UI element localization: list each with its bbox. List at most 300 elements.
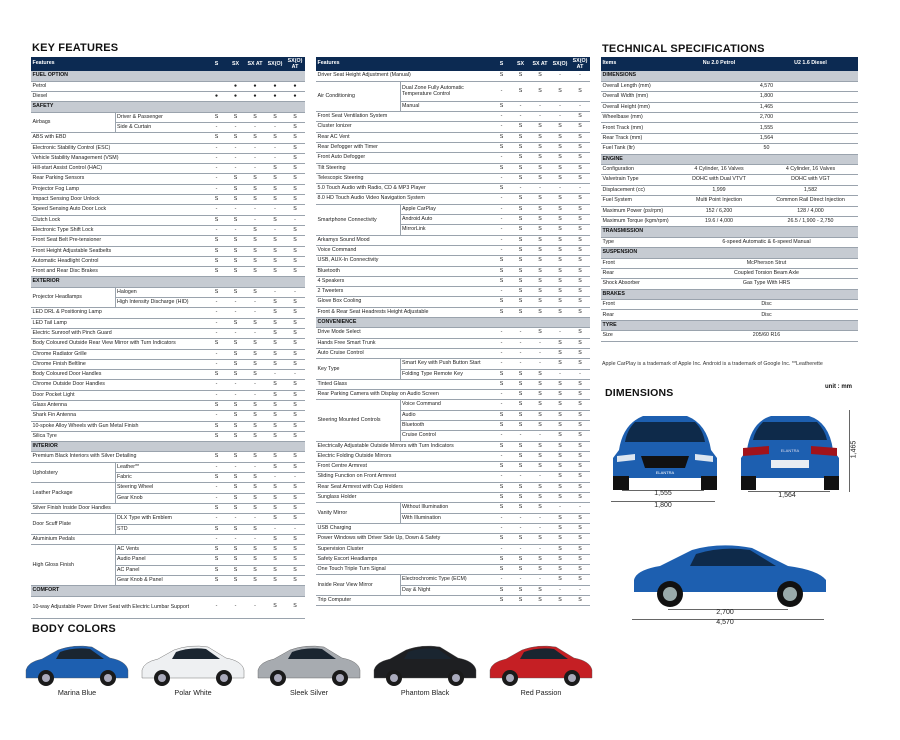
tech-row bbox=[601, 258, 858, 268]
feature-row bbox=[31, 462, 305, 472]
feature-value: S bbox=[285, 225, 305, 235]
feature-value: S bbox=[207, 267, 226, 277]
feature-value: - bbox=[492, 173, 511, 183]
feature-value: S bbox=[265, 246, 285, 256]
feature-row bbox=[316, 184, 590, 194]
feature-value: - bbox=[530, 338, 550, 348]
feature-label: Electric Folding Outside Mirrors bbox=[316, 451, 492, 461]
feature-value: S bbox=[530, 369, 550, 379]
feature-value: - bbox=[492, 235, 511, 245]
feature-value: - bbox=[245, 215, 265, 225]
feature-value: ● bbox=[265, 81, 285, 91]
feature-value: S bbox=[265, 565, 285, 575]
feature-value: S bbox=[245, 133, 265, 143]
feature-row bbox=[31, 596, 305, 618]
tech-item-label: Fuel System bbox=[601, 196, 675, 206]
feature-row bbox=[316, 204, 590, 214]
feature-value: - bbox=[550, 585, 570, 595]
feature-value: S bbox=[492, 596, 511, 606]
feature-value: S bbox=[245, 483, 265, 493]
feature-value: S bbox=[550, 215, 570, 225]
feature-value: S bbox=[245, 411, 265, 421]
unit-label: unit : mm bbox=[825, 384, 852, 390]
tech-value-diesel: Common Rail Direct Injection bbox=[763, 196, 858, 206]
tech-value: 1,564 bbox=[675, 133, 858, 143]
feature-label: Electric Sunroof with Pinch Guard bbox=[31, 328, 207, 338]
feature-value: S bbox=[265, 380, 285, 390]
feature-value: - bbox=[550, 184, 570, 194]
feature-value: S bbox=[492, 163, 511, 173]
feature-label: Front Auto Defogger bbox=[316, 153, 492, 163]
tech-item-label: Maximum Torque (kgm/rpm) bbox=[601, 216, 675, 226]
feature-value: S bbox=[550, 225, 570, 235]
feature-value: S bbox=[207, 565, 226, 575]
feature-row bbox=[31, 421, 305, 431]
feature-value: S bbox=[226, 411, 245, 421]
feature-value: S bbox=[226, 401, 245, 411]
feature-value: S bbox=[285, 328, 305, 338]
feature-value: S bbox=[245, 524, 265, 534]
feature-value: S bbox=[511, 122, 530, 132]
feature-value: S bbox=[245, 267, 265, 277]
feature-value: S bbox=[265, 195, 285, 205]
feature-value: S bbox=[570, 410, 590, 420]
feature-value: - bbox=[492, 544, 511, 554]
feature-row bbox=[316, 482, 590, 492]
feature-row bbox=[316, 276, 590, 286]
feature-value: S bbox=[245, 370, 265, 380]
header-engine: Nu 2.0 Petrol bbox=[675, 57, 763, 71]
feature-value: S bbox=[550, 276, 570, 286]
feature-value: S bbox=[511, 266, 530, 276]
tech-item-label: Type bbox=[601, 237, 675, 247]
feature-value: S bbox=[207, 503, 226, 513]
car-side-view bbox=[630, 540, 830, 610]
feature-value: - bbox=[207, 390, 226, 400]
feature-sub-label: With Illumination bbox=[400, 513, 492, 523]
feature-sub-label: Cruise Control bbox=[400, 431, 492, 441]
feature-value: S bbox=[550, 235, 570, 245]
feature-value: S bbox=[285, 596, 305, 618]
feature-value: - bbox=[492, 451, 511, 461]
tech-value: Coupled Torsion Beam Axle bbox=[675, 268, 858, 278]
feature-value: S bbox=[265, 308, 285, 318]
feature-row bbox=[31, 184, 305, 194]
feature-value: S bbox=[226, 215, 245, 225]
feature-value: S bbox=[570, 421, 590, 431]
feature-row bbox=[316, 472, 590, 482]
tech-row bbox=[601, 92, 858, 102]
feature-value: - bbox=[570, 184, 590, 194]
table-header-row bbox=[316, 57, 590, 71]
feature-value: S bbox=[511, 194, 530, 204]
feature-value: - bbox=[207, 184, 226, 194]
feature-value: S bbox=[570, 153, 590, 163]
header-variant: SX AT bbox=[245, 57, 265, 71]
feature-value: - bbox=[492, 215, 511, 225]
tech-value-petrol: 152 / 6,200 bbox=[675, 206, 763, 216]
feature-value: S bbox=[530, 400, 550, 410]
feature-value: S bbox=[570, 81, 590, 101]
feature-value: - bbox=[207, 483, 226, 493]
feature-value: - bbox=[530, 112, 550, 122]
feature-value: S bbox=[550, 554, 570, 564]
feature-sub-label: Without Illumination bbox=[400, 503, 492, 513]
feature-row bbox=[316, 379, 590, 389]
feature-sub-label: AC Panel bbox=[115, 565, 207, 575]
feature-value: S bbox=[570, 554, 590, 564]
feature-row bbox=[316, 266, 590, 276]
feature-value: - bbox=[570, 71, 590, 81]
feature-value: S bbox=[511, 565, 530, 575]
feature-sub-label: AC Vents bbox=[115, 545, 207, 555]
tech-row bbox=[601, 196, 858, 206]
feature-label: USB, AUX-In Connectivity bbox=[316, 256, 492, 266]
tech-value: 205/60 R16 bbox=[675, 331, 858, 341]
feature-value: S bbox=[511, 585, 530, 595]
feature-value: S bbox=[226, 184, 245, 194]
feature-label: LED DRL & Positioning Lamp bbox=[31, 308, 207, 318]
feature-row bbox=[31, 349, 305, 359]
section-label: FUEL OPTION bbox=[31, 71, 305, 81]
feature-sub-label: DLX Type with Emblem bbox=[115, 514, 207, 524]
feature-value: S bbox=[511, 451, 530, 461]
car-rear-view bbox=[735, 404, 845, 492]
feature-value: S bbox=[550, 462, 570, 472]
tech-value-petrol: 4 Cylinder, 16 Valves bbox=[675, 165, 763, 175]
tech-value-diesel: 26.5 / 1,900 - 2,750 bbox=[763, 216, 858, 226]
feature-value: S bbox=[226, 370, 245, 380]
feature-value: S bbox=[245, 256, 265, 266]
feature-value: S bbox=[226, 555, 245, 565]
feature-group-label: High Gloss Finish bbox=[31, 545, 115, 586]
feature-row bbox=[316, 390, 590, 400]
feature-value: - bbox=[530, 101, 550, 111]
feature-value: S bbox=[511, 390, 530, 400]
feature-value: S bbox=[570, 534, 590, 544]
color-swatch-car bbox=[254, 640, 364, 688]
feature-value: - bbox=[265, 122, 285, 132]
feature-value: S bbox=[226, 287, 245, 297]
feature-value: S bbox=[511, 71, 530, 81]
feature-sub-label: Bluetooth bbox=[400, 421, 492, 431]
feature-value: S bbox=[265, 411, 285, 421]
feature-value: S bbox=[226, 452, 245, 462]
feature-value: S bbox=[265, 545, 285, 555]
feature-label: Petrol bbox=[31, 81, 207, 91]
feature-value: - bbox=[226, 205, 245, 215]
feature-label: Chrome Outside Door Handles bbox=[31, 380, 207, 390]
color-name: Sleek Silver bbox=[290, 688, 328, 697]
feature-value: - bbox=[550, 101, 570, 111]
feature-value: S bbox=[285, 174, 305, 184]
feature-value: S bbox=[226, 318, 245, 328]
feature-label: Front Seat Belt Pre-tensioner bbox=[31, 236, 207, 246]
feature-value: S bbox=[530, 379, 550, 389]
feature-value: S bbox=[550, 153, 570, 163]
feature-value: S bbox=[530, 235, 550, 245]
section-label: COMFORT bbox=[31, 586, 305, 596]
tech-row bbox=[601, 165, 858, 175]
feature-value: S bbox=[265, 452, 285, 462]
feature-value: S bbox=[511, 215, 530, 225]
feature-value: S bbox=[570, 472, 590, 482]
feature-value: - bbox=[530, 431, 550, 441]
tech-row bbox=[601, 206, 858, 216]
feature-value: - bbox=[245, 534, 265, 544]
rear-track-label: 1,564 bbox=[778, 492, 796, 499]
feature-value: S bbox=[245, 236, 265, 246]
tech-value: 1,465 bbox=[675, 102, 858, 112]
feature-sub-label: Electrochromic Type (ECM) bbox=[400, 575, 492, 585]
feature-value: S bbox=[245, 174, 265, 184]
feature-value: - bbox=[492, 359, 511, 369]
feature-value: S bbox=[570, 513, 590, 523]
feature-value: - bbox=[492, 245, 511, 255]
feature-label: Electrically Adjustable Outside Mirrors with Turn Indicators bbox=[316, 441, 492, 451]
feature-row bbox=[31, 153, 305, 163]
feature-value: S bbox=[492, 493, 511, 503]
feature-value: S bbox=[550, 173, 570, 183]
feature-label: One Touch Triple Turn Signal bbox=[316, 565, 492, 575]
tech-header-row bbox=[601, 57, 858, 71]
header-variant: SX AT bbox=[530, 57, 550, 71]
feature-value: S bbox=[530, 596, 550, 606]
feature-value: S bbox=[550, 297, 570, 307]
feature-label: Cluster Ionizer bbox=[316, 122, 492, 132]
feature-value: ● bbox=[265, 92, 285, 102]
feature-value: S bbox=[511, 421, 530, 431]
tech-row bbox=[601, 216, 858, 226]
height-label: 1,465 bbox=[850, 440, 858, 459]
feature-row bbox=[316, 544, 590, 554]
feature-row bbox=[31, 133, 305, 143]
feature-value: - bbox=[245, 328, 265, 338]
feature-row bbox=[31, 308, 305, 318]
feature-label: Driver Seat Height Adjustment (Manual) bbox=[316, 71, 492, 81]
feature-value: - bbox=[207, 493, 226, 503]
tech-row bbox=[601, 113, 858, 123]
feature-value: S bbox=[511, 503, 530, 513]
feature-value: - bbox=[207, 462, 226, 472]
feature-value: S bbox=[285, 565, 305, 575]
section-label: EXTERIOR bbox=[31, 277, 305, 287]
feature-value: S bbox=[245, 431, 265, 441]
feature-value: S bbox=[285, 184, 305, 194]
feature-row bbox=[316, 112, 590, 122]
tech-section-label: TYRE bbox=[601, 320, 858, 330]
feature-group-label: Vanity Mirror bbox=[316, 503, 400, 524]
tech-item-label: Overall Width (mm) bbox=[601, 92, 675, 102]
feature-value: S bbox=[265, 349, 285, 359]
feature-label: Sunglass Holder bbox=[316, 493, 492, 503]
feature-value: S bbox=[511, 235, 530, 245]
tech-section-row bbox=[601, 227, 858, 237]
feature-label: 4 Speakers bbox=[316, 276, 492, 286]
tech-value-diesel: 128 / 4,000 bbox=[763, 206, 858, 216]
feature-value: S bbox=[570, 359, 590, 369]
header-variant: S bbox=[207, 57, 226, 71]
feature-label: Chrome Radiator Grille bbox=[31, 349, 207, 359]
feature-value: S bbox=[530, 307, 550, 317]
feature-sub-label: Gear Knob & Panel bbox=[115, 576, 207, 586]
tech-section-row bbox=[601, 248, 858, 258]
feature-value: S bbox=[550, 256, 570, 266]
feature-value: S bbox=[207, 473, 226, 483]
feature-value: - bbox=[492, 472, 511, 482]
feature-value: S bbox=[511, 534, 530, 544]
feature-value: S bbox=[570, 596, 590, 606]
feature-value: - bbox=[207, 143, 226, 153]
feature-value: - bbox=[285, 287, 305, 297]
feature-label: Tilt Steering bbox=[316, 163, 492, 173]
feature-value: ● bbox=[245, 81, 265, 91]
feature-value: - bbox=[492, 225, 511, 235]
feature-label: Glass Antenna bbox=[31, 401, 207, 411]
feature-value: - bbox=[226, 462, 245, 472]
feature-label: Electronic Stability Control (ESC) bbox=[31, 143, 207, 153]
car-badge-front: ELANTRA bbox=[655, 470, 675, 475]
feature-value: - bbox=[530, 544, 550, 554]
feature-value: S bbox=[550, 421, 570, 431]
feature-value: S bbox=[492, 71, 511, 81]
key-features-title: KEY FEATURES bbox=[32, 42, 119, 54]
header-features: Features bbox=[31, 57, 207, 71]
feature-value: S bbox=[285, 411, 305, 421]
feature-value: - bbox=[530, 359, 550, 369]
feature-value: S bbox=[245, 421, 265, 431]
feature-value: S bbox=[570, 122, 590, 132]
feature-row bbox=[316, 565, 590, 575]
feature-value: S bbox=[245, 565, 265, 575]
feature-row bbox=[316, 328, 590, 338]
feature-label: Front Height Adjustable Seatbelts bbox=[31, 246, 207, 256]
feature-value: S bbox=[207, 195, 226, 205]
feature-value: - bbox=[265, 143, 285, 153]
feature-value: S bbox=[245, 555, 265, 565]
tech-item-label: Overall Length (mm) bbox=[601, 81, 675, 91]
feature-label: Front & Rear Seat Headrests Height Adjustable bbox=[316, 307, 492, 317]
feature-value: S bbox=[492, 266, 511, 276]
feature-value: - bbox=[511, 472, 530, 482]
feature-value: - bbox=[226, 298, 245, 308]
feature-value: S bbox=[550, 544, 570, 554]
feature-value: S bbox=[265, 318, 285, 328]
feature-value: S bbox=[570, 441, 590, 451]
feature-value: S bbox=[570, 451, 590, 461]
feature-value: S bbox=[285, 298, 305, 308]
feature-value: S bbox=[265, 576, 285, 586]
feature-value: S bbox=[265, 298, 285, 308]
feature-value: S bbox=[550, 513, 570, 523]
feature-value: - bbox=[511, 328, 530, 338]
header-variant: SX(O) AT bbox=[570, 57, 590, 71]
feature-value: S bbox=[550, 338, 570, 348]
feature-row bbox=[31, 545, 305, 555]
feature-value: S bbox=[226, 545, 245, 555]
feature-value: - bbox=[511, 112, 530, 122]
feature-value: - bbox=[511, 359, 530, 369]
feature-value: S bbox=[226, 112, 245, 122]
tech-row bbox=[601, 331, 858, 341]
feature-row bbox=[316, 256, 590, 266]
feature-value: S bbox=[550, 534, 570, 544]
feature-value: S bbox=[265, 534, 285, 544]
feature-value: S bbox=[570, 328, 590, 338]
feature-value: S bbox=[511, 400, 530, 410]
feature-value: S bbox=[226, 421, 245, 431]
color-swatch-car bbox=[370, 640, 480, 688]
feature-value: - bbox=[511, 348, 530, 358]
feature-label: Supervision Cluster bbox=[316, 544, 492, 554]
feature-value: S bbox=[492, 101, 511, 111]
tech-item-label: Rear Track (mm) bbox=[601, 133, 675, 143]
feature-value: S bbox=[511, 287, 530, 297]
feature-value: S bbox=[285, 380, 305, 390]
feature-row bbox=[316, 523, 590, 533]
feature-value: - bbox=[492, 81, 511, 101]
feature-value: - bbox=[550, 503, 570, 513]
feature-value: S bbox=[550, 482, 570, 492]
feature-value: - bbox=[285, 524, 305, 534]
tech-item-label: Maximum Power (ps/rpm) bbox=[601, 206, 675, 216]
color-swatch-car bbox=[138, 640, 248, 688]
feature-value: S bbox=[226, 339, 245, 349]
feature-group-label: Door Scuff Plate bbox=[31, 514, 115, 535]
feature-value: S bbox=[530, 122, 550, 132]
tech-section-label: ENGINE bbox=[601, 154, 858, 164]
feature-row bbox=[316, 554, 590, 564]
feature-value: S bbox=[570, 431, 590, 441]
feature-value: - bbox=[570, 369, 590, 379]
feature-value: S bbox=[285, 195, 305, 205]
feature-row bbox=[316, 235, 590, 245]
feature-value: S bbox=[226, 195, 245, 205]
feature-value: S bbox=[570, 565, 590, 575]
feature-value: S bbox=[550, 523, 570, 533]
feature-value: S bbox=[492, 142, 511, 152]
feature-value: - bbox=[265, 153, 285, 163]
feature-label: Glove Box Cooling bbox=[316, 297, 492, 307]
feature-value: S bbox=[285, 236, 305, 246]
feature-value: S bbox=[245, 576, 265, 586]
feature-value: S bbox=[265, 462, 285, 472]
feature-label: 10-spoke Alloy Wheels with Gun Metal Finish bbox=[31, 421, 207, 431]
tech-row bbox=[601, 310, 858, 320]
feature-value: S bbox=[207, 452, 226, 462]
feature-value: S bbox=[530, 451, 550, 461]
feature-value: - bbox=[226, 534, 245, 544]
feature-value: S bbox=[530, 585, 550, 595]
feature-value: S bbox=[285, 514, 305, 524]
feature-value: S bbox=[285, 205, 305, 215]
color-name: Polar White bbox=[174, 688, 212, 697]
feature-label: Safety Escort Headlamps bbox=[316, 554, 492, 564]
feature-value: S bbox=[530, 441, 550, 451]
feature-value: S bbox=[285, 555, 305, 565]
header-variant: S bbox=[492, 57, 511, 71]
feature-value: S bbox=[550, 245, 570, 255]
feature-value: S bbox=[245, 339, 265, 349]
feature-value: S bbox=[285, 133, 305, 143]
feature-value: S bbox=[511, 482, 530, 492]
feature-row bbox=[31, 359, 305, 369]
feature-row bbox=[31, 401, 305, 411]
feature-label: Rear Defogger with Timer bbox=[316, 142, 492, 152]
header-variant: SX(O) bbox=[550, 57, 570, 71]
feature-value: S bbox=[207, 236, 226, 246]
feature-value: S bbox=[265, 359, 285, 369]
